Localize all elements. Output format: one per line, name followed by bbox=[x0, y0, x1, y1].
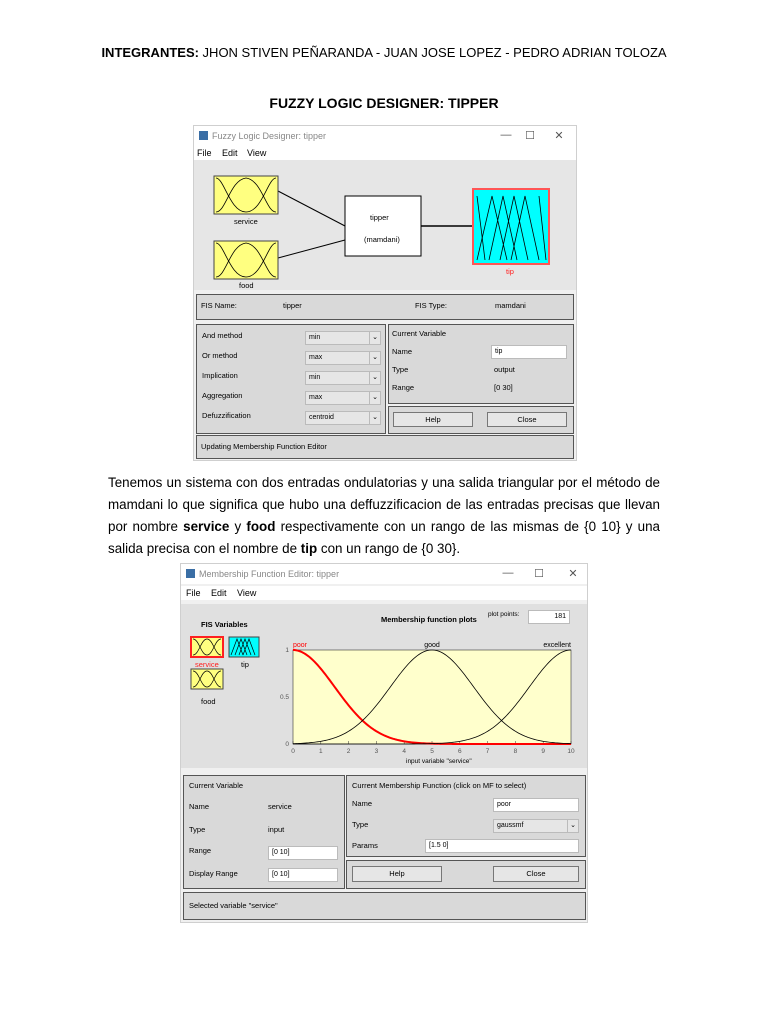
para-text-3: respectivamente con un rango de las mismas de {0 10} y una salida precisa con el nombre de bbox=[108, 519, 660, 556]
status-bar bbox=[183, 892, 586, 920]
params-field[interactable]: [1.5 0] bbox=[425, 839, 579, 853]
display-range-label: Display Range bbox=[189, 869, 238, 878]
help-button[interactable]: Help bbox=[352, 866, 442, 882]
variable-food-label: food bbox=[201, 697, 216, 706]
menu-bar bbox=[194, 146, 576, 160]
variable-service-label: service bbox=[195, 660, 219, 669]
range-field[interactable]: [0 10] bbox=[268, 846, 338, 860]
output-tip-label: tip bbox=[506, 267, 514, 276]
x-tick-label: 4 bbox=[402, 748, 407, 755]
plot-xlabel: input variable "service" bbox=[406, 758, 472, 765]
input-service-label: service bbox=[234, 217, 258, 226]
current-variable-title: Current Variable bbox=[392, 329, 447, 338]
chevron-down-icon: ⌄ bbox=[369, 352, 380, 364]
maximize-button[interactable]: ☐ bbox=[534, 568, 544, 580]
current-variable-panel bbox=[388, 324, 574, 404]
close-button[interactable]: Close bbox=[487, 412, 567, 427]
status-text: Updating Membership Function Editor bbox=[201, 442, 327, 451]
plot-title: Membership function plots bbox=[381, 615, 477, 624]
menu-view[interactable]: View bbox=[247, 148, 267, 158]
output-tip-block[interactable] bbox=[473, 189, 549, 264]
minimize-button[interactable]: — bbox=[500, 129, 512, 141]
variable-name-value: service bbox=[268, 802, 292, 811]
range-label: Range bbox=[189, 846, 212, 855]
para-text-2: y bbox=[229, 519, 247, 534]
range-label: Range bbox=[392, 383, 415, 392]
variable-range-value: [0 30] bbox=[494, 383, 513, 392]
x-tick-label: 6 bbox=[457, 748, 462, 755]
x-tick-label: 1 bbox=[318, 748, 323, 755]
y-tick-label: 0 bbox=[285, 741, 289, 748]
menu-view[interactable]: View bbox=[237, 588, 257, 598]
fis-name-label: FIS Name: bbox=[201, 301, 237, 310]
x-tick-label: 8 bbox=[513, 748, 518, 755]
menu-edit[interactable]: Edit bbox=[211, 588, 227, 598]
description-paragraph bbox=[108, 472, 660, 560]
variable-name-field[interactable]: tip bbox=[491, 345, 567, 359]
mf-label-poor: poor bbox=[293, 642, 308, 649]
document-header bbox=[0, 45, 768, 60]
button-panel bbox=[388, 406, 574, 434]
minimize-button[interactable]: — bbox=[502, 567, 514, 579]
fis-type-label: FIS Type: bbox=[415, 301, 447, 310]
system-name: tipper bbox=[370, 213, 389, 222]
input-food-label: food bbox=[239, 281, 254, 290]
methods-panel bbox=[196, 324, 386, 434]
input-service-block[interactable] bbox=[214, 176, 278, 214]
x-tick-label: 9 bbox=[541, 748, 546, 755]
variable-service-block[interactable] bbox=[191, 637, 223, 657]
or-method-select[interactable]: max ⌄ bbox=[305, 351, 381, 365]
close-window-button[interactable]: ✕ bbox=[568, 568, 578, 580]
current-variable-title: Current Variable bbox=[189, 781, 244, 790]
x-tick-label: 5 bbox=[430, 748, 434, 755]
or-method-label: Or method bbox=[202, 351, 238, 360]
matlab-icon bbox=[186, 569, 195, 578]
current-mf-title: Current Membership Function (click on MF to select) bbox=[352, 781, 527, 790]
y-tick-label: 0.5 bbox=[279, 694, 289, 701]
menu-file[interactable]: File bbox=[197, 148, 212, 158]
status-bar bbox=[196, 435, 574, 459]
y-tick-label: 1 bbox=[285, 647, 289, 654]
title-bar bbox=[194, 126, 576, 146]
chevron-down-icon: ⌄ bbox=[369, 332, 380, 344]
variable-type-value: input bbox=[268, 825, 285, 834]
mf-name-label: Name bbox=[352, 799, 373, 808]
variable-food-block[interactable] bbox=[191, 669, 223, 689]
and-method-label: And method bbox=[202, 331, 243, 340]
plot-points-field[interactable]: 181 bbox=[528, 610, 570, 624]
maximize-button[interactable]: ☐ bbox=[525, 130, 535, 142]
close-window-button[interactable]: ✕ bbox=[554, 130, 564, 142]
variable-type-value: output bbox=[494, 365, 515, 374]
fis-info-panel bbox=[196, 294, 574, 320]
name-label: Name bbox=[189, 802, 210, 811]
system-method: (mamdani) bbox=[364, 235, 400, 244]
mf-label-excellent: excellent bbox=[543, 642, 571, 649]
matlab-icon bbox=[199, 131, 208, 140]
implication-label: Implication bbox=[202, 371, 238, 380]
status-text: Selected variable "service" bbox=[189, 901, 278, 910]
x-tick-label: 2 bbox=[346, 748, 351, 755]
system-block[interactable] bbox=[345, 196, 421, 256]
document-title: FUZZY LOGIC DESIGNER: TIPPER bbox=[269, 95, 499, 111]
x-tick-label: 0 bbox=[291, 748, 295, 755]
aggregation-select[interactable]: max ⌄ bbox=[305, 391, 381, 405]
plot-points-label: plot points: bbox=[488, 611, 520, 618]
chevron-down-icon: ⌄ bbox=[567, 820, 578, 832]
variable-tip-block[interactable] bbox=[229, 637, 259, 657]
and-method-select[interactable]: min ⌄ bbox=[305, 331, 381, 345]
para-bold-service: service bbox=[183, 519, 230, 534]
para-bold-food: food bbox=[246, 519, 276, 534]
mf-type-select[interactable]: gaussmf ⌄ bbox=[493, 819, 579, 833]
header-names: JHON STIVEN PEÑARANDA - JUAN JOSE LOPEZ - PEDRO ADRIAN TOLOZA bbox=[198, 45, 667, 60]
x-tick-label: 10 bbox=[567, 748, 575, 755]
type-label: Type bbox=[392, 365, 409, 374]
menu-bar bbox=[181, 586, 587, 600]
membership-function-editor-window bbox=[180, 563, 588, 923]
window-title: Membership Function Editor: tipper bbox=[199, 569, 340, 579]
fis-name-value: tipper bbox=[283, 301, 302, 310]
mf-name-field[interactable]: poor bbox=[493, 798, 579, 812]
para-bold-tip: tip bbox=[300, 541, 318, 556]
chevron-down-icon: ⌄ bbox=[369, 392, 380, 404]
close-button[interactable]: Close bbox=[493, 866, 579, 882]
input-food-block[interactable] bbox=[214, 241, 278, 279]
para-text-4: con un rango de {0 30}. bbox=[317, 541, 461, 556]
x-tick-label: 3 bbox=[374, 748, 379, 755]
params-label: Params bbox=[352, 841, 378, 850]
fuzzy-logic-designer-window bbox=[193, 125, 577, 461]
menu-edit[interactable]: Edit bbox=[222, 148, 238, 158]
defuzzification-select[interactable]: centroid ⌄ bbox=[305, 411, 381, 425]
fis-type-value: mamdani bbox=[495, 301, 526, 310]
fis-variables-title: FIS Variables bbox=[201, 620, 248, 629]
aggregation-label: Aggregation bbox=[202, 391, 243, 400]
mf-type-label: Type bbox=[352, 820, 369, 829]
mf-label-good: good bbox=[424, 642, 440, 649]
editor-area bbox=[181, 604, 587, 768]
implication-select[interactable]: min ⌄ bbox=[305, 371, 381, 385]
chevron-down-icon: ⌄ bbox=[369, 412, 380, 424]
chevron-down-icon: ⌄ bbox=[369, 372, 380, 384]
header-label: INTEGRANTES: bbox=[101, 45, 199, 60]
window-title: Fuzzy Logic Designer: tipper bbox=[212, 131, 327, 141]
defuzzification-label: Defuzzification bbox=[202, 411, 251, 420]
button-panel bbox=[346, 860, 586, 889]
para-text-1: Tenemos un sistema con dos entradas ondulatorias y una salida triangular por el método de mamdani lo que significa que hubo una deffuzzificacion de las entradas precisas que llevan por nombre bbox=[108, 475, 660, 534]
fis-diagram bbox=[194, 160, 576, 290]
display-range-field[interactable]: [0 10] bbox=[268, 868, 338, 882]
plot-area bbox=[293, 650, 571, 744]
title-bar bbox=[181, 564, 587, 584]
type-label: Type bbox=[189, 825, 206, 834]
variable-tip-label: tip bbox=[241, 660, 249, 669]
name-label: Name bbox=[392, 347, 413, 356]
membership-function-plot[interactable] bbox=[273, 630, 585, 768]
help-button[interactable]: Help bbox=[393, 412, 473, 427]
current-membership-function-panel bbox=[346, 775, 586, 857]
x-tick-label: 7 bbox=[485, 748, 490, 755]
current-variable-panel bbox=[183, 775, 345, 889]
menu-file[interactable]: File bbox=[186, 588, 201, 598]
